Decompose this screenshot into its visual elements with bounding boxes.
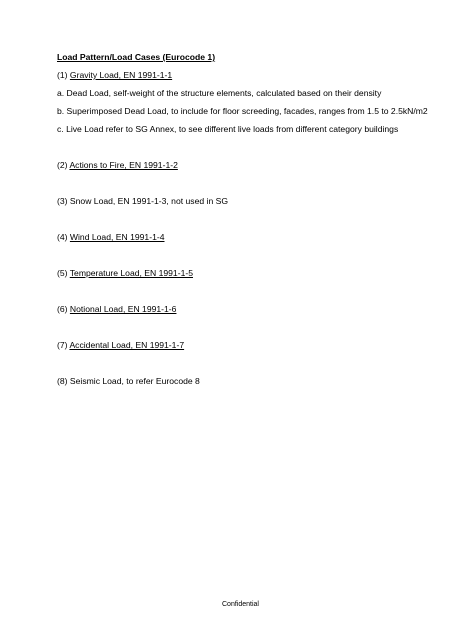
document-title: Load Pattern/Load Cases (Eurocode 1) [57,52,216,62]
item-number: (5) [57,268,68,278]
item-link[interactable]: Accidental Load, EN 1991-1-7 [69,340,185,350]
item-link[interactable]: Notional Load, EN 1991-1-6 [69,304,177,314]
item-temperature-load [57,268,457,279]
confidential-footer: Confidential [222,601,259,608]
item-number: (7) [57,340,68,350]
subitem-live-load: c. Live Load refer to SG Annex, to see different live loads from different category buildings [57,124,399,134]
item-number: (6) [57,304,68,314]
item-snow-load [57,196,457,207]
item-number: (1) [57,70,68,80]
item-number: (4) [57,232,68,242]
item-wind-load [57,232,457,243]
item-link[interactable]: Gravity Load, EN 1991-1-1 [69,70,173,80]
item-link[interactable]: Temperature Load, EN 1991-1-5 [69,268,193,278]
document-body [57,52,457,394]
item-number: (3) [57,196,68,206]
item-accidental-load [57,340,457,351]
item-actions-to-fire [57,160,457,171]
item-number: (8) [57,376,68,386]
subitem-superimposed-dead-load: b. Superimposed Dead Load, to include for floor screeding, facades, ranges from 1.5 to 2.5kN/m2 [57,106,428,116]
item-number: (2) [57,160,68,170]
item-gravity-load [57,70,457,81]
item-text: Seismic Load, to refer Eurocode 8 [69,376,200,386]
subitem-dead-load: a. Dead Load, self-weight of the structure elements, calculated based on their density [57,88,382,98]
item-link[interactable]: Actions to Fire, EN 1991-1-2 [69,160,178,170]
item-link[interactable]: Wind Load, EN 1991-1-4 [69,232,165,242]
item-seismic-load [57,376,457,387]
item-text: Snow Load, EN 1991-1-3, not used in SG [69,196,229,206]
item-notional-load [57,304,457,315]
